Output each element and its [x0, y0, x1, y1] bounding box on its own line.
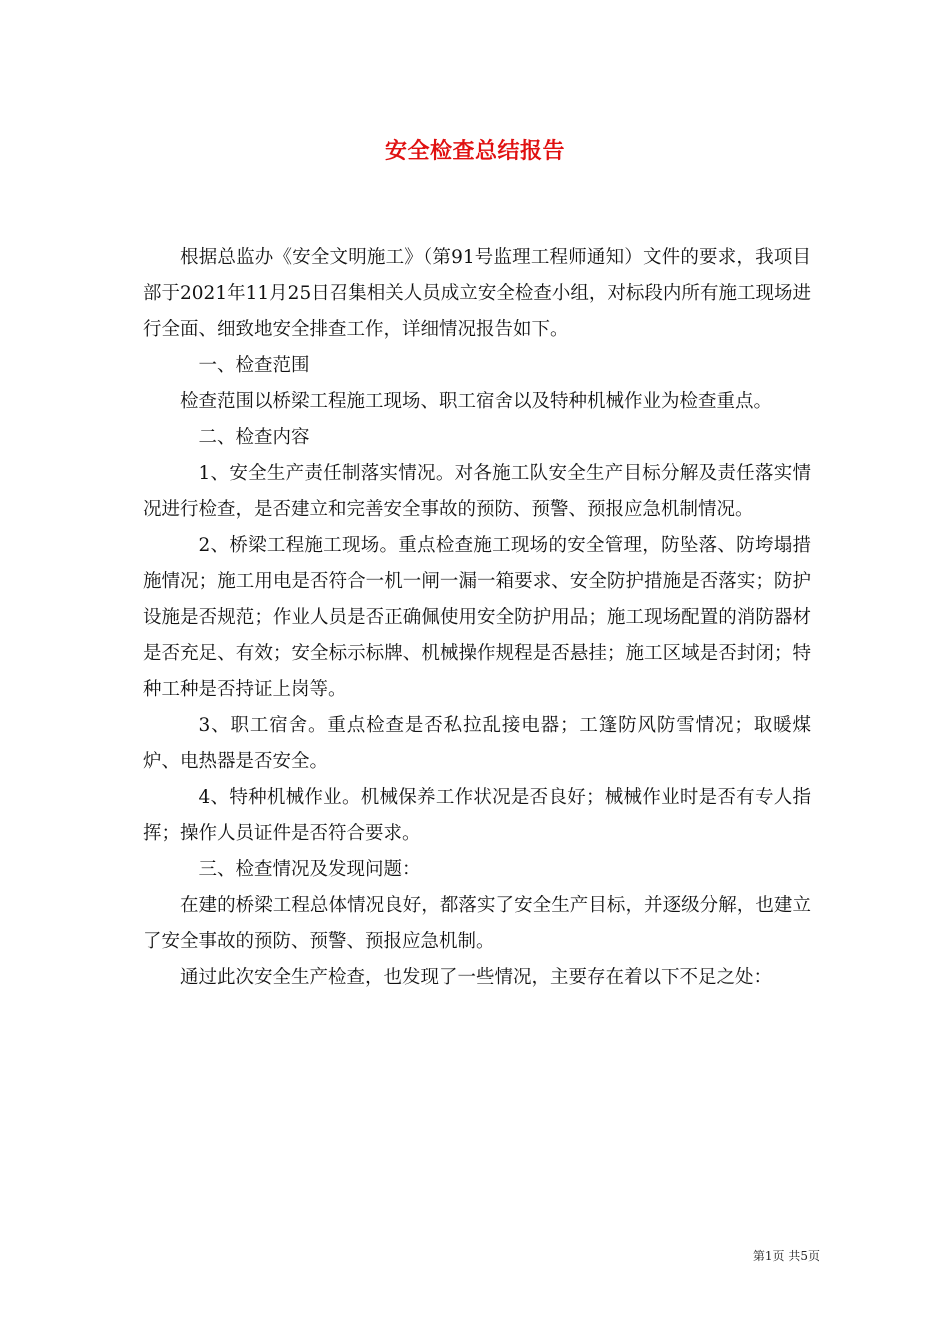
intro-paragraph: 根据总监办《安全文明施工》（第91号监理工程师通知）文件的要求，我项目部于2021年11月25日召集相关人员成立安全检查小组，对标段内所有施工现场进行全面、细致地安全排查工作，详细情况报告如下。 [143, 247, 811, 340]
issues-paragraph: 通过此次安全生产检查，也发现了一些情况，主要存在着以下不足之处： [180, 967, 773, 988]
page-number: 第1页 共5页 [752, 1249, 820, 1263]
document-body [143, 240, 811, 996]
content-item-3: 3、职工宿舍。重点检查是否私拉乱接电器；工篷防风防雪情况；取暖煤炉、电热器是否安全。 [143, 715, 811, 772]
content-item-1: 1、安全生产责任制落实情况。对各施工队安全生产目标分解及责任落实情况进行检查，是否建立和完善安全事故的预防、预警、预报应急机制情况。 [143, 463, 811, 520]
content-item-4: 4、特种机械作业。机械保养工作状况是否良好；械械作业时是否有专人指挥；操作人员证件是否符合要求。 [143, 787, 811, 844]
section-heading-findings: 三、检查情况及发现问题： [198, 859, 421, 880]
document-title: 安全检查总结报告 [384, 138, 565, 164]
scope-paragraph: 检查范围以桥梁工程施工现场、职工宿舍以及特种机械作业为检查重点。 [180, 391, 773, 412]
content-item-2: 2、桥梁工程施工现场。重点检查施工现场的安全管理，防坠落、防垮塌措施情况；施工用电是否符合一机一闸一漏一箱要求、安全防护措施是否落实；防护设施是否规范；作业人员是否正确佩使用安全防护用品；施工现场配置的消防器材是否充足、有效；安全标示标牌、机械操作规程是否悬挂；施工区域是否封闭；特种工种是否持证上岗等。 [143, 535, 811, 700]
section-heading-content: 二、检查内容 [198, 427, 310, 448]
section-heading-scope: 一、检查范围 [198, 355, 310, 376]
findings-paragraph: 在建的桥梁工程总体情况良好，都落实了安全生产目标，并逐级分解，也建立了安全事故的预防、预警、预报应急机制。 [143, 895, 811, 952]
